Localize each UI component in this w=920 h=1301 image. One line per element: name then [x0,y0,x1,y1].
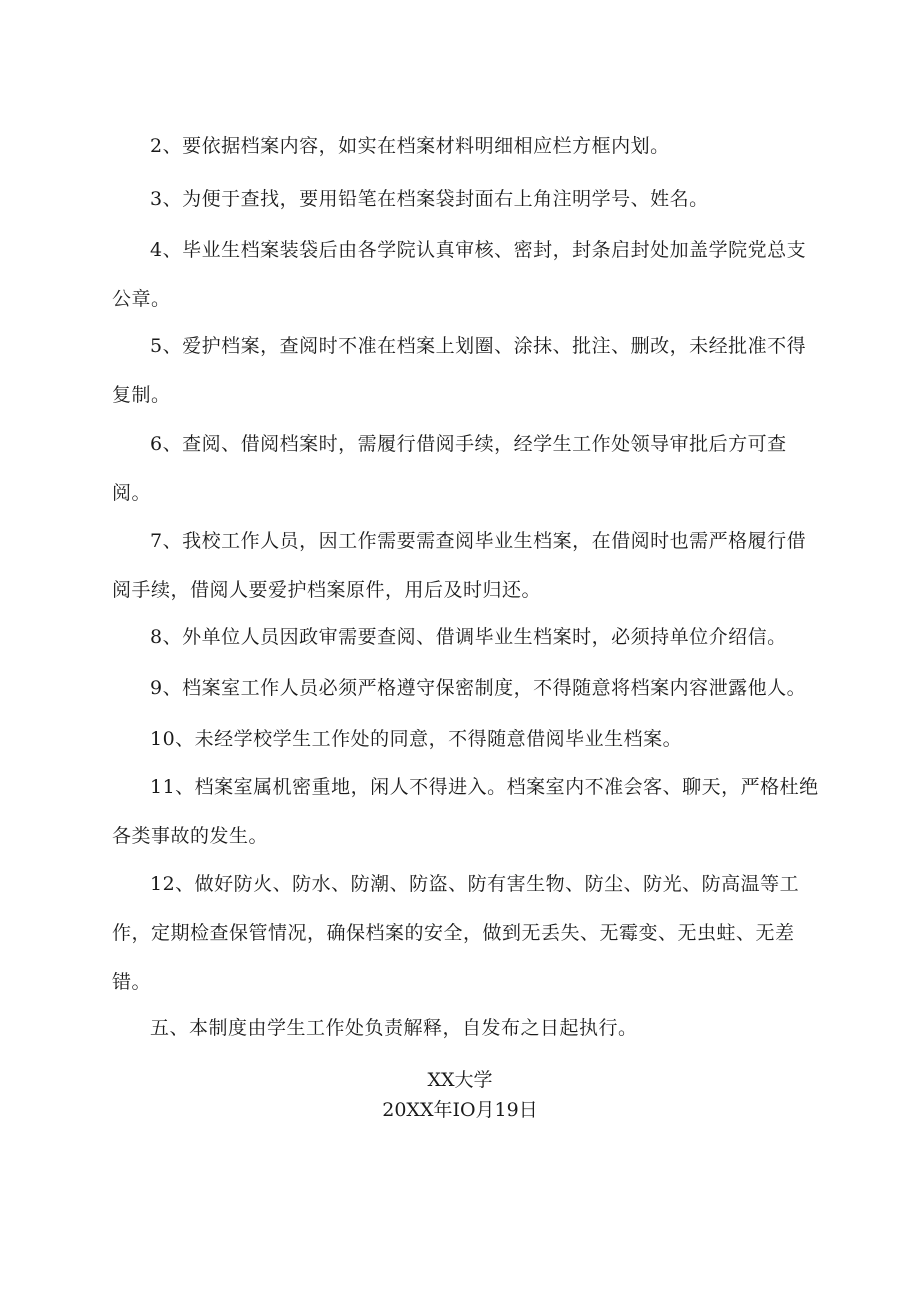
paragraph-rule-11: 11、档案室属机密重地，闲人不得进入。档案室内不准会客、聊天，严格杜绝各类事故的发生。 [112,776,819,847]
paragraph-rule-3: 3、为便于查找，要用铅笔在档案袋封面右上角注明学号、姓名。 [150,188,709,210]
paragraph-rule-12: 12、做好防火、防水、防潮、防盗、防有害生物、防尘、防光、防高温等工作，定期检查保管情况，确保档案的安全，做到无丢失、无霉变、无虫蛀、无差错。 [112,873,800,993]
paragraph-rule-9: 9、档案室工作人员必须严格遵守保密制度，不得随意将档案内容泄露他人。 [150,677,807,699]
paragraph-rule-10: 10、未经学校学生工作处的同意，不得随意借阅毕业生档案。 [150,728,683,750]
paragraph-rule-4: 4、毕业生档案装袋后由各学院认真审核、密封，封条启封处加盖学院党总支公章。 [112,239,807,310]
signature-institution: XX大学 [427,1069,493,1091]
paragraph-rule-6: 6、查阅、借阅档案时，需履行借阅手续，经学生工作处领导审批后方可查阅。 [112,433,787,504]
paragraph-rule-7: 7、我校工作人员，因工作需要需查阅毕业生档案，在借阅时也需严格履行借阅手续，借阅人要爱护档案原件，用后及时归还。 [112,530,807,601]
paragraph-rule-5: 5、爱护档案，查阅时不准在档案上划圈、涂抹、批注、删改，未经批准不得复制。 [112,335,807,406]
paragraph-rule-2: 2、要依据档案内容，如实在档案材料明细相应栏方框内划。 [150,135,670,157]
paragraph-closing-clause: 五、本制度由学生工作处负责解释，自发布之日起执行。 [150,1017,638,1039]
signature-date: 20XX年IO月19日 [382,1099,538,1121]
paragraph-rule-8: 8、外单位人员因政审需要查阅、借调毕业生档案时，必须持单位介绍信。 [150,626,787,648]
